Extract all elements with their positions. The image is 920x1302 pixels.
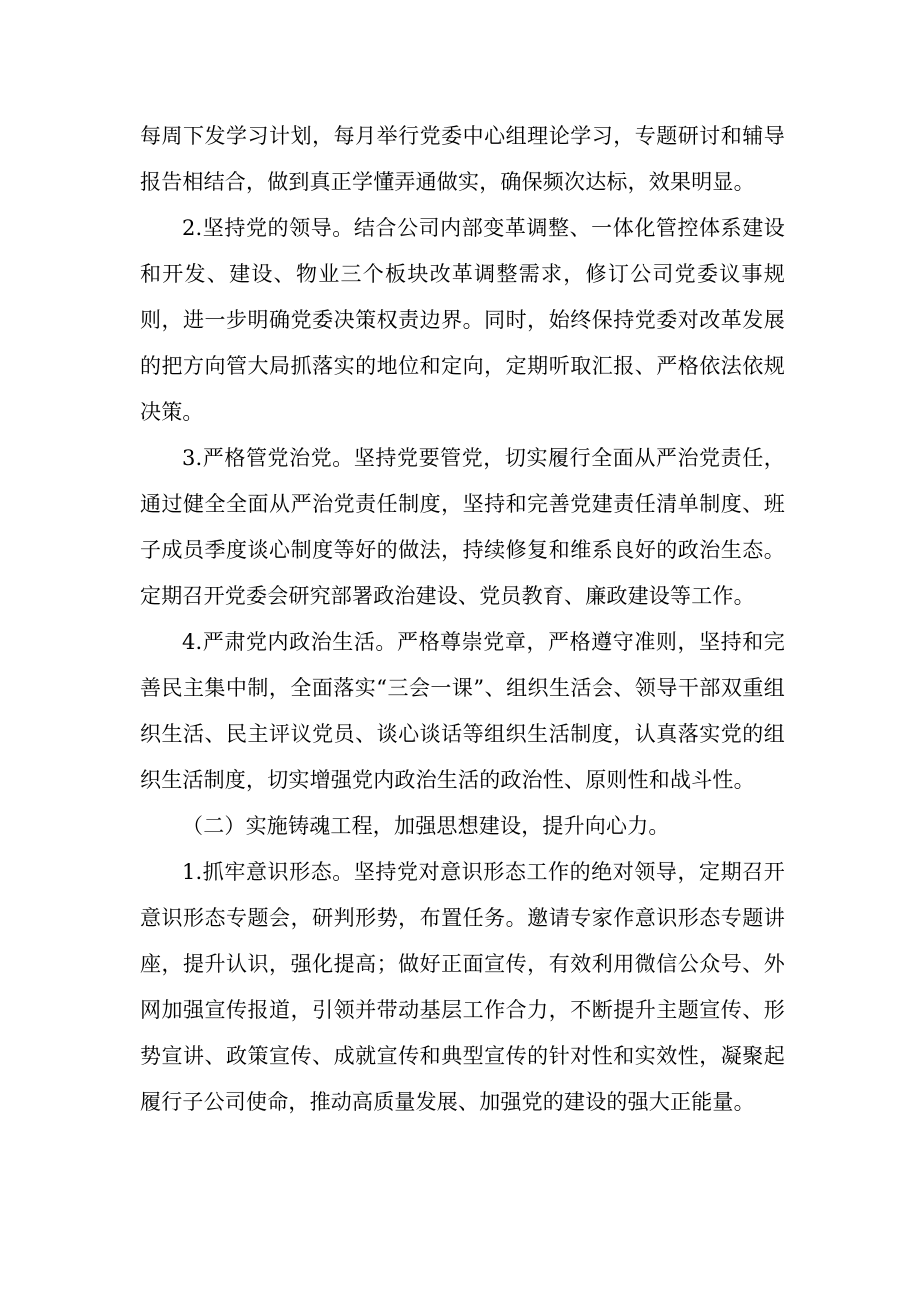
section-heading-soul-casting: （二）实施铸魂工程，加强思想建设，提升向心力。 (182, 814, 670, 838)
paragraph-continued: 每周下发学习计划，每月举行党委中心组理论学习，专题研讨和辅导报告相结合，做到真正学懂弄通做实，确保频次达标，效果明显。 (140, 124, 785, 194)
paragraph-strict-party-governance: 3.严格管党治党。坚持党要管党，切实履行全面从严治党责任，通过健全全面从严治党责任制度，坚持和完善党建责任清单制度、班子成员季度谈心制度等好的做法，持续修复和维系良好的政治生态。定期召开党委会研究部署政治建设、党员教育、廉政建设等工作。 (140, 446, 785, 608)
paragraph-uphold-party-leadership: 2.坚持党的领导。结合公司内部变革调整、一体化管控体系建设和开发、建设、物业三个板块改革调整需求，修订公司党委议事规则，进一步明确党委决策权责边界。同时，始终保持党委对改革发展的把方向管大局抓落实的地位和定向，定期听取汇报、严格依法依规决策。 (140, 216, 785, 424)
document-body (140, 113, 785, 1125)
paragraph-ideology: 1.抓牢意识形态。坚持党对意识形态工作的绝对领导，定期召开意识形态专题会，研判形势，布置任务。邀请专家作意识形态专题讲座，提升认识，强化提高；做好正面宣传，有效利用微信公众号、外网加强宣传报道，引领并带动基层工作合力，不断提升主题宣传、形势宣讲、政策宣传、成就宣传和典型宣传的针对性和实效性，凝聚起履行子公司使命，推动高质量发展、加强党的建设的强大正能量。 (140, 860, 785, 1114)
paragraph-political-life: 4.严肃党内政治生活。严格尊崇党章，严格遵守准则，坚持和完善民主集中制，全面落实“三会一课”、组织生活会、领导干部双重组织生活、民主评议党员、谈心谈话等组织生活制度，认真落实党的组织生活制度，切实增强党内政治生活的政治性、原则性和战斗性。 (140, 630, 785, 792)
